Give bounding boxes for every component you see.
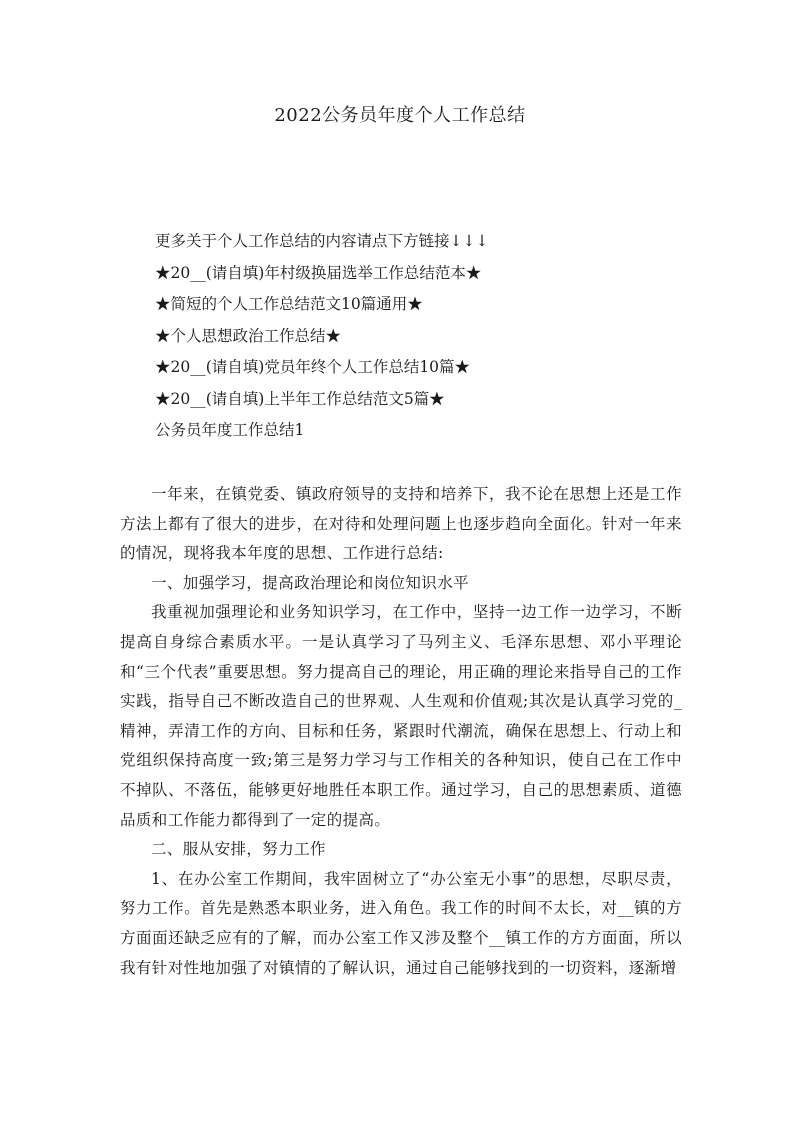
related-link-1[interactable]: ★20__(请自填)年村级换届选举工作总结范本★ bbox=[155, 263, 482, 282]
document-title: 2022公务员年度个人工作总结 bbox=[274, 105, 526, 126]
section-label: 公务员年度工作总结1 bbox=[155, 421, 305, 439]
links-intro: 更多关于个人工作总结的内容请点下方链接↓↓↓ bbox=[155, 232, 489, 250]
related-link-5[interactable]: ★20__(请自填)上半年工作总结范文5篇★ bbox=[155, 389, 445, 408]
related-link-4[interactable]: ★20__(请自填)党员年终个人工作总结10篇★ bbox=[155, 358, 471, 376]
related-link-2[interactable]: ★简短的个人工作总结范文10篇通用★ bbox=[155, 295, 423, 313]
section-heading: 二、服从安排，努力工作 bbox=[151, 840, 326, 859]
body-paragraph: 1、在办公室工作期间，我牢固树立了“办公室无小事”的思想，尽职尽责，努力工作。首先是熟悉本职业务，进入角色。我工作的时间不太长，对__镇的方方面面还缺乏应有的了解，而办公室工作又涉及整个__镇工作的方方面面，所以我有针对性地加强了对镇情的了解认识，通过自己能够找到的一切资料，逐渐增 bbox=[120, 869, 682, 977]
related-links bbox=[155, 226, 715, 447]
document-body bbox=[120, 480, 682, 983]
body-paragraph: 一年来，在镇党委、镇政府领导的支持和培养下，我不论在思想上还是工作方法上都有了很大的进步，在对待和处理问题上也逐步趋向全面化。针对一年来的情况，现将我本年度的思想、工作进行总结: bbox=[120, 485, 682, 563]
related-link-3[interactable]: ★个人思想政治工作总结★ bbox=[155, 326, 342, 345]
body-paragraph: 我重视加强理论和业务知识学习，在工作中，坚持一边工作一边学习，不断提高自身综合素质水平。一是认真学习了马列主义、毛泽东思想、邓小平理论和“三个代表”重要思想。努力提高自己的理论，用正确的理论来指导自己的工作实践，指导自己不断改造自己的世界观、人生观和价值观;其次是认真学习党的_精神，弄清工作的方向、目标和任务，紧跟时代潮流，确保在思想上、行动上和党组织保持高度一致;第三是努力学习与工作相关的各种知识，使自己在工作中不掉队、不落伍，能够更好地胜任本职工作。通过学习，自己的思想素质、道德品质和工作能力都得到了一定的提高。 bbox=[120, 603, 682, 829]
section-heading: 一、加强学习，提高政治理论和岗位知识水平 bbox=[151, 573, 470, 592]
